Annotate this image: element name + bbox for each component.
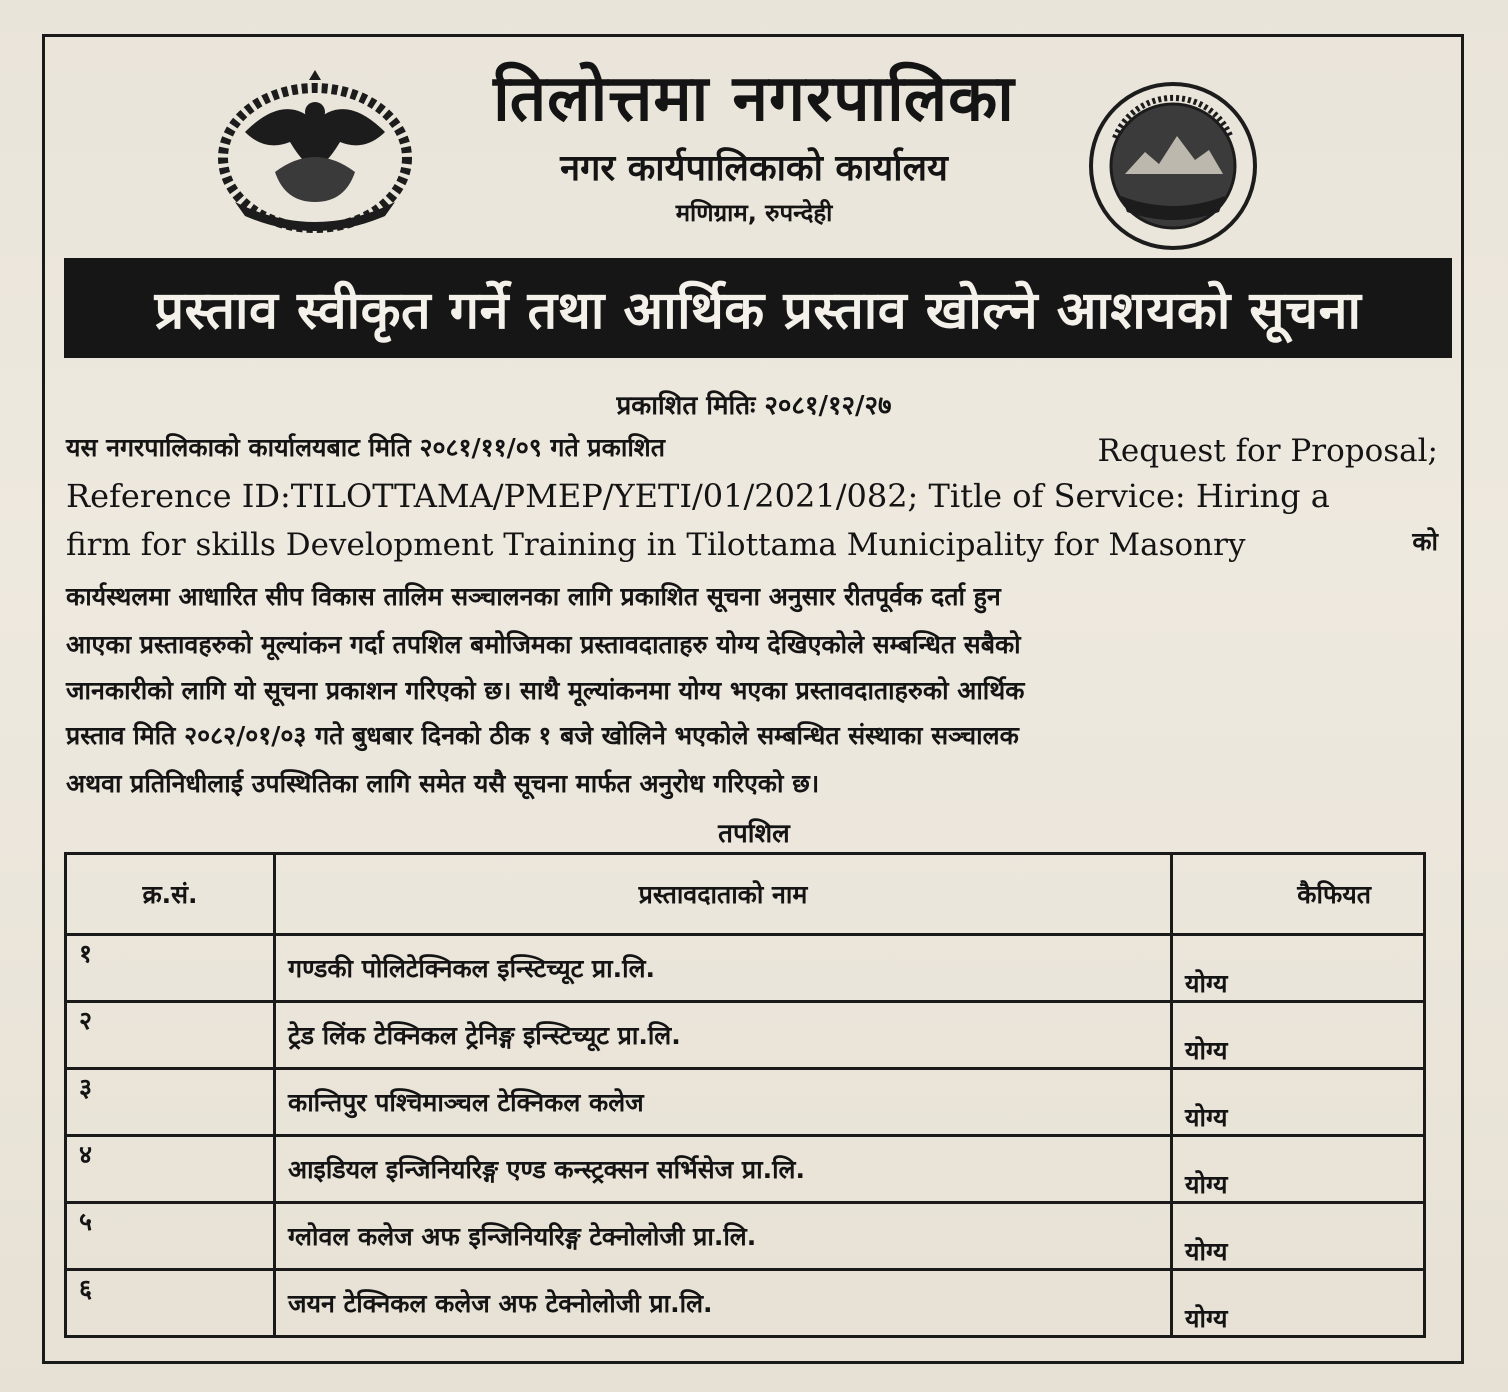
body-line-6: जानकारीको लागि यो सूचना प्रकाशन गरिएको छ। साथै मूल्यांकनमा योग्य भएका प्रस्तावदाताहरुको आर्थिक: [66, 676, 1025, 705]
row-remark: योग्य: [1172, 1002, 1425, 1069]
row-serial-number: २: [66, 1002, 275, 1069]
notice-title-banner: [64, 258, 1452, 358]
table-row: [66, 1069, 1425, 1136]
body-line-3: [66, 528, 1438, 564]
header-remark: कैफियत: [1172, 854, 1425, 935]
row-proposer-name: गण्डकी पोलिटेक्निकल इन्स्टिच्यूट प्रा.लि.: [275, 935, 1172, 1002]
office-name: नगर कार्यपालिकाको कार्यालय: [560, 148, 948, 189]
row-remark: योग्य: [1172, 1136, 1425, 1203]
table-row: [66, 935, 1425, 1002]
body-line-3-en: firm for skills Development Training in Tilottama Municipality for Masonry: [66, 527, 1246, 563]
body-line-3-np: को: [1412, 527, 1438, 556]
published-date: प्रकाशित मितिः २०८१/१२/२७: [616, 391, 892, 421]
office-address: मणिग्राम, रुपन्देही: [675, 199, 833, 227]
header-proposer-name: प्रस्तावदाताको नाम: [275, 854, 1172, 935]
row-serial-number: ६: [66, 1270, 275, 1337]
row-proposer-name: आइडियल इन्जिनियरिङ्ग एण्ड कन्स्ट्रक्सन सर्भिसेज प्रा.लि.: [275, 1136, 1172, 1203]
municipality-name: तिलोत्तमा नगरपालिका: [493, 62, 1015, 136]
row-serial-number: १: [66, 935, 275, 1002]
table-row: [66, 1203, 1425, 1270]
row-serial-number: ४: [66, 1136, 275, 1203]
row-proposer-name: ग्लोवल कलेज अफ इन्जिनियरिङ्ग टेक्नोलोजी प्रा.लि.: [275, 1203, 1172, 1270]
table-row: [66, 1270, 1425, 1337]
body-line-5: आएका प्रस्तावहरुको मूल्यांकन गर्दा तपशिल बमोजिमका प्रस्तावदाताहरु योग्य देखिएकोले सम्बन्धित सबैको: [66, 630, 1021, 659]
row-serial-number: ५: [66, 1203, 275, 1270]
body-line-1-np: यस नगरपालिकाको कार्यालयबाट मिति २०८१/११/०९ गते प्रकाशित: [66, 433, 666, 462]
body-line-2: [66, 478, 1438, 515]
body-line-1-en: Request for Proposal;: [1097, 433, 1438, 469]
header-serial-number: क्र.सं.: [66, 854, 275, 935]
table-header-row: [66, 854, 1425, 935]
body-line-8: अथवा प्रतिनिधीलाई उपस्थितिका लागि समेत यसै सूचना मार्फत अनुरोध गरिएको छ।: [66, 769, 820, 798]
notice-title: प्रस्ताव स्वीकृत गर्ने तथा आर्थिक प्रस्ताव खोल्ने आशयको सूचना: [154, 280, 1362, 341]
row-proposer-name: कान्तिपुर पश्चिमाञ्चल टेक्निकल कलेज: [275, 1069, 1172, 1136]
row-remark: योग्य: [1172, 1270, 1425, 1337]
row-proposer-name: ट्रेड लिंक टेक्निकल ट्रेनिङ्ग इन्स्टिच्यूट प्रा.लि.: [275, 1002, 1172, 1069]
table-row: [66, 1136, 1425, 1203]
row-proposer-name: जयन टेक्निकल कलेज अफ टेक्नोलोजी प्रा.लि.: [275, 1270, 1172, 1337]
schedule-heading: तपशिल: [718, 819, 790, 849]
body-line-4: कार्यस्थलमा आधारित सीप विकास तालिम सञ्चालनका लागि प्रकाशित सूचना अनुसार रीतपूर्वक दर्ता हुन: [66, 582, 1001, 611]
proposers-table: [64, 852, 1426, 1338]
body-line-2-en: Reference ID:TILOTTAMA/PMEP/YETI/01/2021/082; Title of Service: Hiring a: [66, 477, 1330, 515]
row-remark: योग्य: [1172, 1069, 1425, 1136]
table-row: [66, 1002, 1425, 1069]
body-line-7: प्रस्ताव मिति २०८२/०१/०३ गते बुधबार दिनको ठीक १ बजे खोलिने भएकोले सम्बन्धित संस्थाका सञ्चालक: [66, 721, 1019, 750]
row-remark: योग्य: [1172, 1203, 1425, 1270]
row-remark: योग्य: [1172, 935, 1425, 1002]
body-line-1: [66, 434, 1438, 470]
row-serial-number: ३: [66, 1069, 275, 1136]
